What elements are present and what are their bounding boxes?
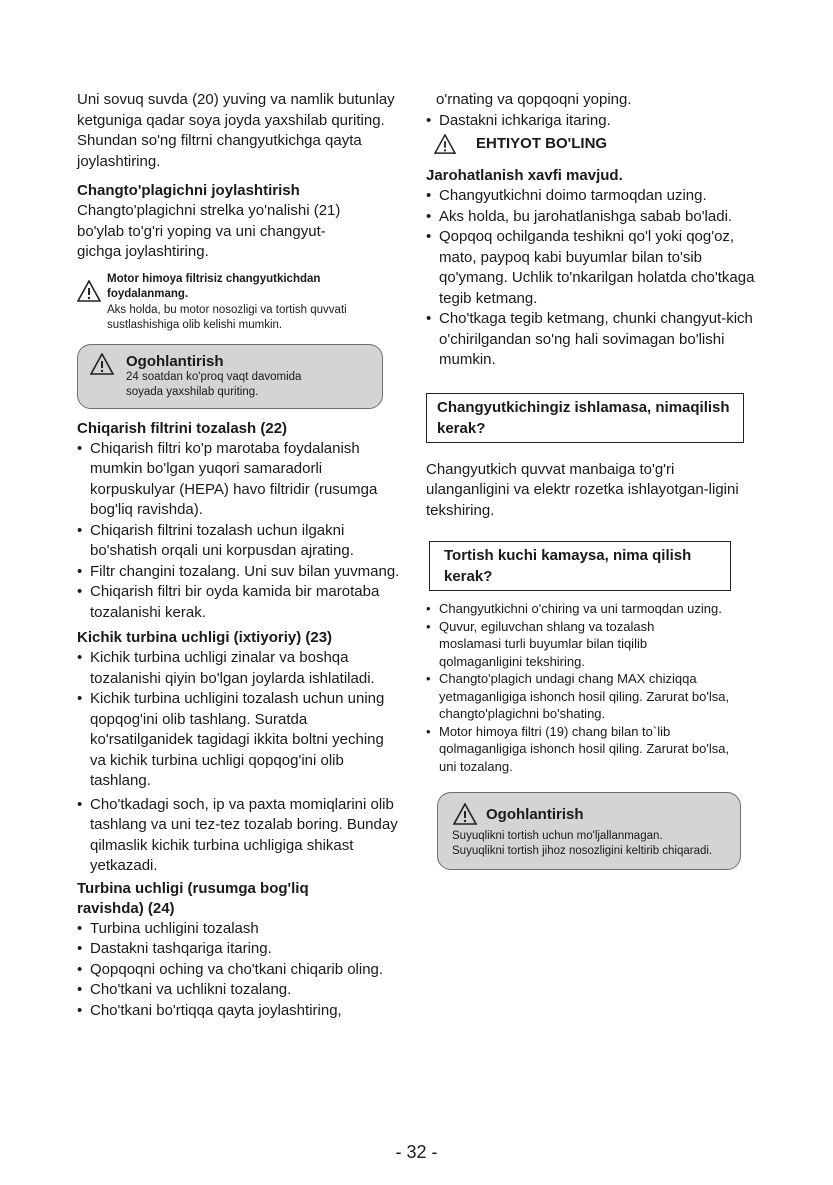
- list-item: • Chiqarish filtri ko'p marotaba foydalanish mumkin bo'lgan yuqori samaradorli korpuskulyar (HEPA) havo filtridir (rusumga bog'liq ravishda).: [77, 439, 402, 521]
- list-item: • Qopqoq ochilganda teshikni qo'l yoki qog'oz, mato, paypoq kabi buyumlar bilan to'sib qo'ymang. Uchlik to'nkarilgan holatda cho'tkaga tegib ketmang.: [426, 227, 764, 309]
- intro-paragraph: Uni sovuq suvda (20) yuving va namlik butunlay ketguniga qadar soya joyda yaxshilab quriting.: [77, 91, 395, 129]
- exhaust-filter-list: [77, 439, 402, 624]
- warning-icon: [77, 280, 107, 302]
- list-item: • Kichik turbina uchligini tozalash uchun uning qopqog'ini olib tashlang. Suratda ko'rsatilganidek tagidagi ikkita boltni yeching va kichik turbina uchligi qopqog'ini olib tashlang.: [77, 689, 385, 792]
- continued-list: [426, 111, 786, 132]
- list-item: • Motor himoya filtri (19) chang bilan to`lib qolmaganligiga ishonch hosil qiling. Zarurat bo'lsa, uni tozalang.: [426, 723, 749, 776]
- list-item: • Filtr changini tozalang. Uni suv bilan yuvmang.: [77, 562, 402, 583]
- list-item: • Changto'plagich undagi chang MAX chiziqqa yetmaganligiga ishonch hosil qiling. Zarurat bo'lsa, changto'plagichni bo'shating.: [426, 670, 756, 723]
- dust-container-text: Changto'plagichni strelka yo'nalishi (21) bo'ylab to'g'ri yoping va uni changyut-gichga joylashtiring.: [77, 202, 341, 260]
- note-text: Aks holda, bu motor nosozligi va tortish quvvati sustlashishiga olib kelishi mumkin.: [107, 303, 347, 331]
- injury-risk-list: [426, 186, 781, 371]
- caution-heading: [426, 134, 786, 154]
- continued-text: o'rnating va qopqoqni yoping.: [436, 91, 632, 108]
- list-item: • Cho'tkani bo'rtiqqa qayta joylashtiring,: [77, 1001, 422, 1022]
- warning-text-line-2: Suyuqlikni tortish jihoz nosozligini keltirib chiqaradi.: [452, 845, 713, 857]
- caution-title: EHTIYOT BO'LING: [476, 135, 608, 152]
- list-item: • Cho'tkadagi soch, ip va paxta momiqlarini olib tashlang va uni tez-tez tozalab boring. Bunday qilmaslik kichik turbina uchligiga shikast yetkazadi.: [77, 795, 402, 877]
- list-item: • Dastakni tashqariga itaring.: [77, 939, 422, 960]
- list-item: • Cho'tkani va uchlikni tozalang.: [77, 980, 422, 1001]
- list-item: • Dastakni ichkariga itaring.: [426, 111, 786, 132]
- troubleshoot-box-low-suction: Tortish kuchi kamaysa, nima qilish kerak?: [429, 541, 731, 591]
- list-item: • Turbina uchligini tozalash: [77, 919, 422, 940]
- list-item: • Changyutkichni o'chiring va uni tarmoqdan uzing.: [426, 600, 744, 618]
- left-column: [77, 90, 417, 1021]
- intro-paragraph-2: Shundan so'ng filtrni changyutkichga qayta joylashtiring.: [77, 132, 362, 170]
- list-item: • Quvur, egiluvchan shlang va tozalash moslamasi turli buyumlar bilan tiqilib qolmaganligini tekshiring.: [426, 618, 709, 671]
- low-suction-list: [426, 600, 756, 775]
- section-title-injury-risk: Jarohatlanish xavfi mavjud.: [426, 167, 623, 184]
- list-item: • Kichik turbina uchligi zinalar va boshqa tozalanishi qiyin bo'lgan joylarda ishlatiladi.: [77, 648, 402, 689]
- note-bold-text: Motor himoya filtrisiz changyutkichdan foydalanmang.: [107, 272, 321, 300]
- list-item: • Changyutkichni doimo tarmoqdan uzing.: [426, 186, 781, 207]
- small-turbo-list: [77, 648, 402, 877]
- warning-icon: [434, 134, 456, 154]
- warning-icon: [452, 803, 478, 825]
- list-item: • Chiqarish filtrini tozalash uchun ilgakni bo'shatish orqali uni korpusdan ajrating.: [77, 521, 402, 562]
- turbo-nozzle-list: [77, 919, 422, 1022]
- warning-title: Ogohlantirish: [126, 352, 224, 370]
- section-title-small-turbo: Kichik turbina uchligi (ixtiyoriy) (23): [77, 629, 333, 646]
- list-item: • Chiqarish filtri bir oyda kamida bir marotaba tozalanishi kerak.: [77, 582, 402, 623]
- right-column: [426, 90, 786, 870]
- warning-title: Ogohlantirish: [486, 805, 584, 823]
- section-title-dust-container: Changto'plagichni joylashtirish: [77, 182, 300, 199]
- section-title-turbo-nozzle: Turbina uchligi (rusumga bog'liq ravishda) (24): [77, 879, 309, 917]
- troubleshoot-box-not-working: Changyutkichingiz ishlamasa, nimaqilish kerak?: [426, 393, 744, 443]
- not-working-text: Changyutkich quvvat manbaiga to'g'ri ulanganligini va elektr rozetka ishlayotgan-ligini tekshiring.: [426, 460, 739, 519]
- warning-box-liquids: [437, 792, 741, 870]
- list-item: • Cho'tkaga tegib ketmang, chunki changyut-kich o'chirilgandan so'ng hali sovimagan bo'lishi mumkin.: [426, 309, 769, 371]
- warning-box-header: [452, 803, 740, 825]
- warning-text: 24 soatdan ko'proq vaqt davomida soyada yaxshilab quriting.: [126, 370, 302, 398]
- warning-box-drying: [77, 344, 383, 409]
- section-title-exhaust-filter: Chiqarish filtrini tozalash (22): [77, 419, 288, 437]
- page-number: - 32 -: [395, 1142, 438, 1162]
- list-item: • Aks holda, bu jarohatlanishga sabab bo'ladi.: [426, 207, 781, 228]
- list-item: • Qopqoqni oching va cho'tkani chiqarib oling.: [77, 960, 422, 981]
- warning-text-line-1: Suyuqlikni tortish uchun mo'ljallanmagan.: [452, 830, 663, 842]
- motor-filter-note: [77, 272, 417, 334]
- warning-icon: [90, 353, 114, 400]
